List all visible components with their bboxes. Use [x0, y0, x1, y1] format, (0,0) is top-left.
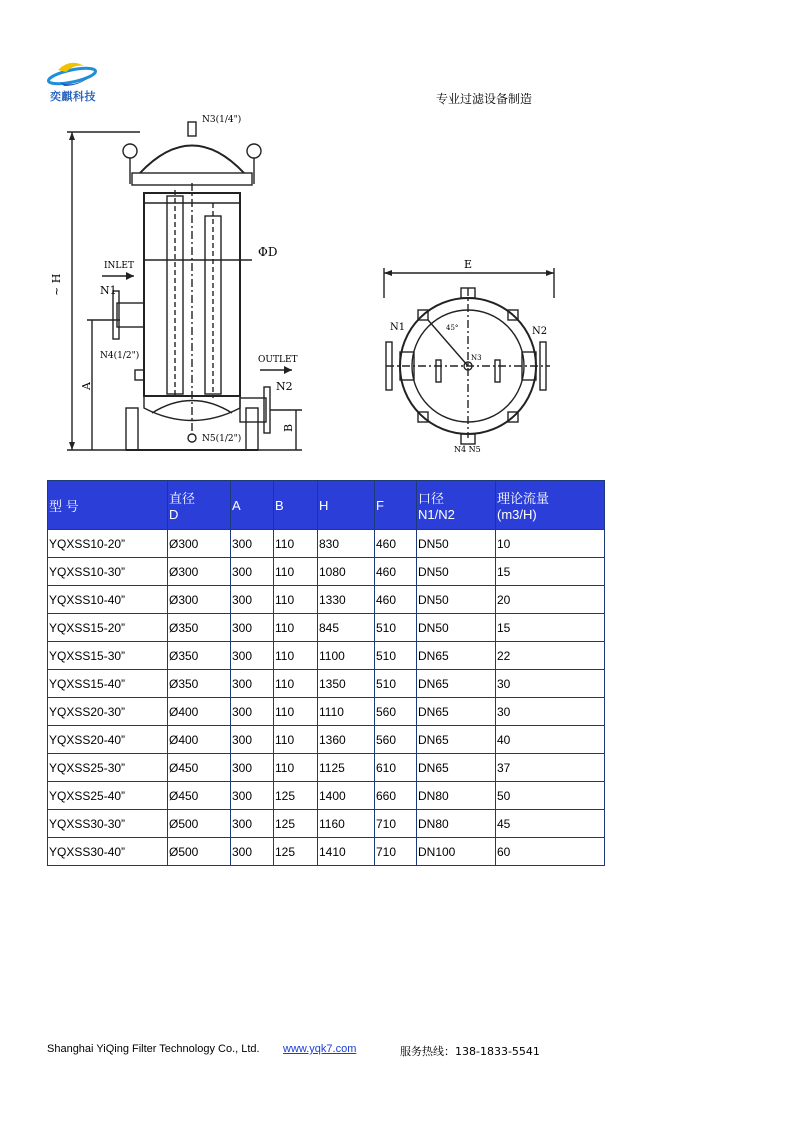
table-cell: Ø300 — [168, 586, 231, 614]
table-cell: 125 — [274, 810, 318, 838]
footer-website-link[interactable]: www.yqk7.com — [283, 1043, 357, 1055]
table-cell: 560 — [375, 726, 417, 754]
label-n4: N4(1/2") — [100, 351, 140, 361]
table-cell: 610 — [375, 754, 417, 782]
table-cell: 1400 — [318, 782, 375, 810]
table-cell: DN65 — [417, 698, 496, 726]
table-cell: YQXSS10-30” — [48, 558, 168, 586]
table-cell: 15 — [496, 614, 605, 642]
table-cell: YQXSS10-20” — [48, 530, 168, 558]
table-cell: 300 — [231, 642, 274, 670]
table-cell: 300 — [231, 726, 274, 754]
table-cell: YQXSS30-40” — [48, 838, 168, 866]
label-n3: N3(1/4") — [202, 115, 242, 125]
table-row — [48, 838, 605, 866]
header-cell: B — [274, 481, 318, 530]
table-cell: 110 — [274, 586, 318, 614]
table-header-row — [48, 481, 605, 530]
table-cell: 1410 — [318, 838, 375, 866]
label-n2: N2 — [276, 380, 293, 393]
table-cell: YQXSS30-30” — [48, 810, 168, 838]
table-cell: 1080 — [318, 558, 375, 586]
table-row — [48, 530, 605, 558]
table-cell: 45 — [496, 810, 605, 838]
table-cell: 510 — [375, 642, 417, 670]
table-cell: 300 — [231, 586, 274, 614]
label-b: B — [282, 423, 295, 432]
table-cell: 60 — [496, 838, 605, 866]
technical-drawing — [40, 108, 620, 478]
table-cell: 40 — [496, 726, 605, 754]
footer-company: Shanghai YiQing Filter Technology Co., Ltd. — [47, 1043, 260, 1055]
table-cell: 300 — [231, 698, 274, 726]
table-cell: Ø300 — [168, 558, 231, 586]
table-cell: 300 — [231, 670, 274, 698]
table-cell: 510 — [375, 670, 417, 698]
table-row — [48, 726, 605, 754]
table-cell: Ø500 — [168, 838, 231, 866]
spec-table — [47, 480, 605, 866]
table-cell: 1110 — [318, 698, 375, 726]
table-cell: YQXSS25-40” — [48, 782, 168, 810]
table-cell: YQXSS15-20” — [48, 614, 168, 642]
label-top-n4n5: N4 N5 — [454, 445, 481, 454]
table-cell: YQXSS20-30” — [48, 698, 168, 726]
table-cell: DN50 — [417, 530, 496, 558]
table-cell: 1125 — [318, 754, 375, 782]
table-cell: YQXSS15-40” — [48, 670, 168, 698]
table-row — [48, 642, 605, 670]
label-n1: N1 — [100, 284, 117, 297]
table-cell: 30 — [496, 670, 605, 698]
table-cell: 1160 — [318, 810, 375, 838]
table-cell: 460 — [375, 530, 417, 558]
table-cell: 300 — [231, 838, 274, 866]
table-cell: 50 — [496, 782, 605, 810]
header-cell: F — [375, 481, 417, 530]
table-cell: 22 — [496, 642, 605, 670]
table-cell: DN65 — [417, 726, 496, 754]
table-cell: DN50 — [417, 614, 496, 642]
table-cell: 1330 — [318, 586, 375, 614]
header-cell: 直径 D — [168, 481, 231, 530]
table-cell: 15 — [496, 558, 605, 586]
table-cell: 560 — [375, 698, 417, 726]
table-cell: 110 — [274, 530, 318, 558]
table-cell: 660 — [375, 782, 417, 810]
table-cell: Ø350 — [168, 642, 231, 670]
table-cell: DN65 — [417, 642, 496, 670]
table-cell: 300 — [231, 810, 274, 838]
table-cell: 1360 — [318, 726, 375, 754]
table-cell: DN65 — [417, 754, 496, 782]
table-cell: 110 — [274, 558, 318, 586]
table-cell: 845 — [318, 614, 375, 642]
table-cell: 830 — [318, 530, 375, 558]
table-cell: 37 — [496, 754, 605, 782]
table-cell: DN100 — [417, 838, 496, 866]
table-row — [48, 614, 605, 642]
table-cell: 110 — [274, 754, 318, 782]
table-cell: 110 — [274, 642, 318, 670]
label-e: E — [464, 258, 473, 271]
table-cell: DN50 — [417, 586, 496, 614]
header-cell: 口径 N1/N2 — [417, 481, 496, 530]
label-h: ~ H — [50, 273, 63, 296]
table-row — [48, 558, 605, 586]
table-cell: Ø450 — [168, 754, 231, 782]
table-cell: 460 — [375, 586, 417, 614]
table-row — [48, 754, 605, 782]
table-cell: 110 — [274, 670, 318, 698]
table-cell: 110 — [274, 726, 318, 754]
label-top-n3: N3 — [471, 354, 482, 362]
table-cell: Ø350 — [168, 670, 231, 698]
table-cell: 300 — [231, 558, 274, 586]
label-phi-d: ΦD — [258, 245, 278, 259]
logo-text: 奕麒科技 — [50, 91, 96, 103]
table-cell: 1100 — [318, 642, 375, 670]
table-cell: 110 — [274, 698, 318, 726]
table-cell: Ø350 — [168, 614, 231, 642]
table-cell: 510 — [375, 614, 417, 642]
label-outlet: OUTLET — [258, 355, 298, 365]
table-cell: 110 — [274, 614, 318, 642]
table-cell: 20 — [496, 586, 605, 614]
table-cell: YQXSS25-30” — [48, 754, 168, 782]
label-top-n1: N1 — [390, 322, 406, 333]
table-row — [48, 810, 605, 838]
table-row — [48, 586, 605, 614]
label-inlet: INLET — [104, 261, 134, 271]
table-cell: 10 — [496, 530, 605, 558]
table-cell: DN80 — [417, 810, 496, 838]
table-cell: 300 — [231, 782, 274, 810]
table-cell: 1350 — [318, 670, 375, 698]
table-row — [48, 782, 605, 810]
table-cell: 300 — [231, 754, 274, 782]
table-cell: DN50 — [417, 558, 496, 586]
label-angle: 45° — [446, 324, 459, 332]
table-cell: 300 — [231, 530, 274, 558]
table-cell: 460 — [375, 558, 417, 586]
label-top-n2: N2 — [532, 326, 548, 337]
table-row — [48, 670, 605, 698]
label-a: A — [80, 382, 93, 390]
label-n5: N5(1/2") — [202, 434, 242, 444]
table-cell: Ø300 — [168, 530, 231, 558]
table-cell: Ø400 — [168, 698, 231, 726]
table-cell: DN65 — [417, 670, 496, 698]
table-cell: Ø500 — [168, 810, 231, 838]
table-cell: YQXSS10-40” — [48, 586, 168, 614]
footer-hotline: 服务热线：138-1833-5541 — [400, 1045, 540, 1058]
header-cell: A — [231, 481, 274, 530]
table-cell: 125 — [274, 838, 318, 866]
tagline: 专业过滤设备制造 — [436, 92, 533, 106]
table-cell: 30 — [496, 698, 605, 726]
table-cell: YQXSS15-30” — [48, 642, 168, 670]
table-cell: Ø450 — [168, 782, 231, 810]
header-cell: H — [318, 481, 375, 530]
header-cell: 型 号 — [48, 481, 168, 530]
table-row — [48, 698, 605, 726]
header-cell: 理论流量 (m3/H) — [496, 481, 605, 530]
table-cell: 125 — [274, 782, 318, 810]
table-cell: 710 — [375, 810, 417, 838]
table-cell: Ø400 — [168, 726, 231, 754]
table-cell: 710 — [375, 838, 417, 866]
table-cell: 300 — [231, 614, 274, 642]
table-cell: YQXSS20-40” — [48, 726, 168, 754]
table-cell: DN80 — [417, 782, 496, 810]
